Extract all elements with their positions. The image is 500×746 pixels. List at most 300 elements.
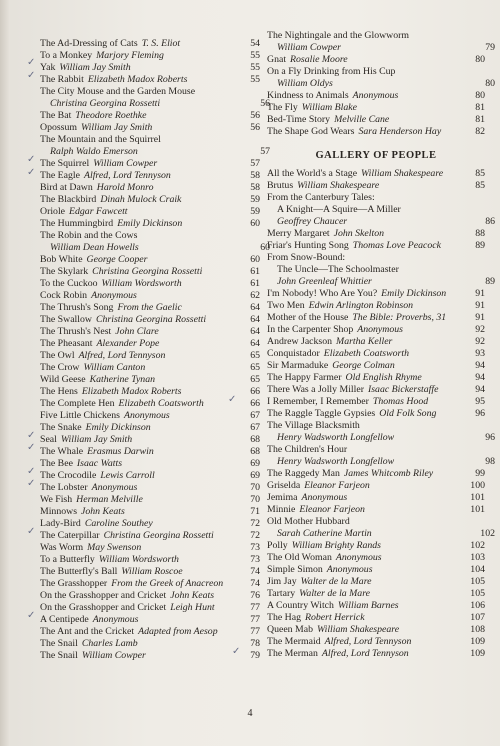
entry-author: Erasmus Darwin xyxy=(87,446,154,457)
entry-author: Ralph Waldo Emerson xyxy=(50,146,138,157)
toc-entry xyxy=(267,288,485,300)
entry-author: Anonymous xyxy=(335,552,382,563)
entry-page-number: 66 xyxy=(250,386,260,397)
entry-title: Gnat xyxy=(267,54,287,65)
entry-author: Marjory Fleming xyxy=(96,50,164,61)
entry-page-number: 109 xyxy=(470,648,485,659)
entry-author: Isaac Watts xyxy=(76,458,123,469)
entry-title: On a Fly Drinking from His Cup xyxy=(267,66,396,77)
entry-title: In the Carpenter Shop xyxy=(267,324,354,335)
entry-title: The Thrush's Song xyxy=(40,302,114,313)
toc-entry xyxy=(267,252,485,264)
toc-entry xyxy=(40,38,260,50)
toc-entry xyxy=(40,374,260,386)
entry-title: Bird at Dawn xyxy=(40,182,93,193)
check-mark-icon: ✓ xyxy=(27,466,36,477)
entry-author: Old English Rhyme xyxy=(345,372,422,383)
entry-page-number: 68 xyxy=(250,446,260,457)
entry-page-number: 96 xyxy=(475,408,485,419)
entry-title: Tartary xyxy=(267,588,296,599)
check-mark-icon: ✓ xyxy=(232,646,241,657)
toc-entry xyxy=(40,278,260,290)
toc-entry xyxy=(40,566,260,578)
entry-author: William Barnes xyxy=(337,600,399,611)
entry-page-number: 72 xyxy=(250,518,260,529)
entry-author: A Knight—A Squire—A Miller xyxy=(277,204,401,215)
entry-author: The Uncle—The Schoolmaster xyxy=(277,264,399,275)
entry-author: William Wordsworth xyxy=(98,554,179,565)
entry-title: The Complete Hen xyxy=(40,398,115,409)
toc-entry xyxy=(40,482,260,494)
entry-author: Walter de la Mare xyxy=(300,576,372,587)
entry-page-number: 72 xyxy=(250,530,260,541)
toc-entry xyxy=(267,276,495,288)
entry-title: A Country Witch xyxy=(267,600,334,611)
entry-page-number: 77 xyxy=(250,614,260,625)
toc-entry xyxy=(40,470,260,482)
entry-author: William Jay Smith xyxy=(60,434,133,445)
entry-page-number: 64 xyxy=(250,338,260,349)
toc-entry xyxy=(40,338,260,350)
toc-entry xyxy=(267,408,485,420)
entry-author: Anonymous xyxy=(326,564,373,575)
entry-title: To a Monkey xyxy=(40,50,93,61)
entry-page-number: 81 xyxy=(475,102,485,113)
entry-title: To the Cuckoo xyxy=(40,278,98,289)
toc-entry xyxy=(40,110,260,122)
entry-author: Old Folk Song xyxy=(379,408,437,419)
toc-entry xyxy=(267,504,485,516)
entry-page-number: 102 xyxy=(480,528,495,539)
entry-title: The Rabbit xyxy=(40,74,84,85)
toc-entry xyxy=(267,576,485,588)
entry-page-number: 81 xyxy=(475,114,485,125)
entry-title: The Hag xyxy=(267,612,302,623)
entry-author: Melville Cane xyxy=(334,114,390,125)
entry-author: From the Gaelic xyxy=(117,302,182,313)
toc-entry xyxy=(267,324,485,336)
toc-entry xyxy=(40,626,260,638)
entry-page-number: 92 xyxy=(475,336,485,347)
entry-title: The Caterpillar xyxy=(40,530,100,541)
toc-entry xyxy=(40,638,260,650)
entry-page-number: 59 xyxy=(250,194,260,205)
entry-title: Lady-Bird xyxy=(40,518,81,529)
entry-title: Minnie xyxy=(267,504,296,515)
toc-entry xyxy=(267,168,485,180)
entry-page-number: 57 xyxy=(260,146,270,157)
toc-entry xyxy=(267,54,485,66)
toc-entry xyxy=(267,360,485,372)
entry-title: Yak xyxy=(40,62,56,73)
entry-page-number: 80 xyxy=(475,54,485,65)
entry-page-number: 85 xyxy=(475,168,485,179)
entry-title: The Old Woman xyxy=(267,552,332,563)
entry-author: Alfred, Lord Tennyson xyxy=(321,648,409,659)
entry-title: The Village Blacksmith xyxy=(267,420,360,431)
entry-title: The Robin and the Cows xyxy=(40,230,138,241)
toc-entry xyxy=(40,350,260,362)
toc-entry xyxy=(40,434,260,446)
entry-author: Alfred, Lord Tennyson xyxy=(83,170,171,181)
entry-author: Emily Dickinson xyxy=(117,218,183,229)
entry-page-number: 55 xyxy=(250,74,260,85)
entry-page-number: 64 xyxy=(250,302,260,313)
entry-author: Anonymous xyxy=(91,290,137,301)
toc-entry xyxy=(267,552,485,564)
entry-page-number: 78 xyxy=(250,638,260,649)
entry-page-number: 101 xyxy=(470,492,485,503)
entry-author: Elizabeth Coatsworth xyxy=(323,348,409,359)
toc-entry xyxy=(40,494,260,506)
toc-entry xyxy=(40,518,260,530)
toc-entry xyxy=(267,420,485,432)
entry-title: The Merman xyxy=(267,648,318,659)
toc-entry xyxy=(40,254,260,266)
toc-entry xyxy=(267,384,485,396)
entry-title: The Eagle xyxy=(40,170,80,181)
entry-title: On the Grasshopper and Cricket xyxy=(40,590,167,601)
entry-title: The Raggedy Man xyxy=(267,468,340,479)
entry-author: Edgar Fawcett xyxy=(69,206,128,217)
check-mark-icon: ✓ xyxy=(27,526,36,537)
entry-page-number: 73 xyxy=(250,554,260,565)
toc-entry xyxy=(40,362,260,374)
entry-author: Leigh Hunt xyxy=(170,602,215,613)
toc-entry xyxy=(267,90,485,102)
toc-entry xyxy=(267,264,495,276)
toc-entry xyxy=(267,444,485,456)
entry-page-number: 55 xyxy=(250,50,260,61)
entry-author: Henry Wadsworth Longfellow xyxy=(277,456,395,467)
entry-title: The Ant and the Cricket xyxy=(40,626,135,637)
toc-entry xyxy=(40,62,260,74)
entry-page-number: 57 xyxy=(250,158,260,169)
entry-title: Cock Robin xyxy=(40,290,88,301)
entry-author: Alfred, Lord Tennyson xyxy=(324,636,412,647)
toc-entry xyxy=(40,458,260,470)
toc-entry xyxy=(267,480,485,492)
entry-author: Christina Georgina Rossetti xyxy=(92,266,203,277)
entry-author: Christina Georgina Rossetti xyxy=(95,314,207,325)
entry-author: Elizabeth Madox Roberts xyxy=(81,386,182,397)
toc-entry xyxy=(40,314,260,326)
entry-title: The Shape God Wears xyxy=(267,126,355,137)
entry-title: Bob White xyxy=(40,254,83,265)
entry-title: I'm Nobody! Who Are You? xyxy=(267,288,378,299)
entry-page-number: 91 xyxy=(475,312,485,323)
entry-author: William Shakespeare xyxy=(316,624,400,635)
entry-page-number: 91 xyxy=(475,300,485,311)
entry-title: The Snail xyxy=(40,638,78,649)
entry-page-number: 101 xyxy=(470,504,485,515)
entry-page-number: 68 xyxy=(250,434,260,445)
toc-entry xyxy=(40,146,270,158)
toc-entry xyxy=(40,410,260,422)
toc-entry xyxy=(267,102,485,114)
entry-page-number: 60 xyxy=(260,242,270,253)
toc-entry xyxy=(40,326,260,338)
check-mark-icon: ✓ xyxy=(27,478,36,489)
entry-author: Christina Georgina Rossetti xyxy=(103,530,214,541)
entry-title: The Children's Hour xyxy=(267,444,348,455)
entry-author: May Swenson xyxy=(87,542,142,553)
entry-author: William Blake xyxy=(301,102,357,113)
entry-page-number: 89 xyxy=(485,276,495,287)
toc-entry xyxy=(40,122,260,134)
toc-entry xyxy=(267,66,485,78)
entry-author: John Clare xyxy=(115,326,159,337)
entry-author: Anonymous xyxy=(91,482,138,493)
entry-page-number: 106 xyxy=(470,600,485,611)
entry-title: The Hummingbird xyxy=(40,218,114,229)
entry-author: Lewis Carroll xyxy=(100,470,155,481)
entry-author: William Cowper xyxy=(81,650,146,661)
entry-author: Anonymous xyxy=(301,492,348,503)
entry-title: Mother of the House xyxy=(267,312,349,323)
entry-page-number: 74 xyxy=(250,566,260,577)
entry-title: Was Worm xyxy=(40,542,84,553)
entry-title: The Swallow xyxy=(40,314,92,325)
toc-entry xyxy=(267,636,485,648)
entry-page-number: 56 xyxy=(250,110,260,121)
entry-title: The Crow xyxy=(40,362,80,373)
toc-entry xyxy=(40,206,260,218)
toc-entry xyxy=(40,86,260,98)
entry-title: A Centipede xyxy=(40,614,89,625)
section-heading-gallery-of-people: GALLERY OF PEOPLE xyxy=(315,150,437,161)
entry-page-number: 60 xyxy=(250,218,260,229)
entry-author: Thomas Love Peacock xyxy=(352,240,441,251)
toc-entry xyxy=(267,30,485,42)
entry-page-number: 70 xyxy=(250,482,260,493)
entry-page-number: 91 xyxy=(475,288,485,299)
entry-page-number: 99 xyxy=(475,468,485,479)
check-mark-icon: ✓ xyxy=(27,57,36,68)
entry-title: Queen Mab xyxy=(267,624,313,635)
entry-author: Charles Lamb xyxy=(81,638,138,649)
toc-entry xyxy=(40,446,260,458)
entry-title: Five Little Chickens xyxy=(40,410,120,421)
entry-page-number: 61 xyxy=(250,266,260,277)
entry-page-number: 94 xyxy=(475,360,485,371)
entry-title: To a Butterfly xyxy=(40,554,95,565)
entry-author: William Jay Smith xyxy=(59,62,131,73)
toc-entry xyxy=(267,516,485,528)
entry-title: The Hens xyxy=(40,386,78,397)
entry-author: Christina Georgina Rossetti xyxy=(50,98,161,109)
check-mark-icon: ✓ xyxy=(27,430,36,441)
entry-author: John Keats xyxy=(170,590,215,601)
entry-author: Isaac Bickerstaffe xyxy=(367,384,439,395)
toc-entry xyxy=(267,78,495,90)
entry-author: Dinah Mulock Craik xyxy=(100,194,182,205)
toc-entry xyxy=(267,336,485,348)
toc-entry xyxy=(267,348,485,360)
entry-page-number: 56 xyxy=(250,122,260,133)
entry-page-number: 65 xyxy=(250,374,260,385)
entry-page-number: 92 xyxy=(475,324,485,335)
toc-entry xyxy=(40,614,260,626)
entry-title: The City Mouse and the Garden Mouse xyxy=(40,86,196,97)
entry-title: The Fly xyxy=(267,102,298,113)
entry-title: Bed-Time Story xyxy=(267,114,331,125)
toc-entry xyxy=(267,624,485,636)
entry-title: The Snake xyxy=(40,422,82,433)
entry-page-number: 96 xyxy=(485,432,495,443)
toc-entry xyxy=(267,216,495,228)
entry-page-number: 80 xyxy=(485,78,495,89)
toc-entry xyxy=(40,422,260,434)
toc-entry xyxy=(40,182,260,194)
toc-entry xyxy=(267,240,485,252)
toc-entry xyxy=(40,578,260,590)
entry-title: The Mermaid xyxy=(267,636,321,647)
entry-page-number: 71 xyxy=(250,506,260,517)
entry-author: Geoffrey Chaucer xyxy=(277,216,348,227)
entry-page-number: 58 xyxy=(250,170,260,181)
entry-author: John Skelton xyxy=(333,228,384,239)
entry-page-number: 62 xyxy=(250,290,260,301)
entry-author: William Jay Smith xyxy=(81,122,153,133)
entry-page-number: 86 xyxy=(485,216,495,227)
toc-entry xyxy=(40,530,260,542)
entry-author: Eleanor Farjeon xyxy=(304,480,370,491)
entry-page-number: 107 xyxy=(470,612,485,623)
entry-page-number: 73 xyxy=(250,542,260,553)
entry-page-number: 65 xyxy=(250,362,260,373)
toc-entry xyxy=(267,228,485,240)
entry-title: On the Grasshopper and Cricket xyxy=(40,602,167,613)
entry-author: Theodore Roethke xyxy=(75,110,147,121)
page-fold-shadow xyxy=(0,0,10,746)
check-mark-icon: ✓ xyxy=(228,394,237,405)
toc-entry xyxy=(40,98,270,110)
entry-author: Elizabeth Madox Roberts xyxy=(87,74,188,85)
toc-entry xyxy=(40,554,260,566)
entry-title: Kindness to Animals xyxy=(267,90,349,101)
check-mark-icon: ✓ xyxy=(27,610,36,621)
toc-entry xyxy=(40,242,270,254)
entry-author: Adapted from Aesop xyxy=(138,626,218,637)
entry-author: John Keats xyxy=(81,506,125,517)
entry-page-number: 67 xyxy=(250,410,260,421)
entry-author: William Canton xyxy=(83,362,146,373)
entry-author: Harold Monro xyxy=(96,182,154,193)
toc-entry xyxy=(40,170,260,182)
entry-author: T. S. Eliot xyxy=(141,38,181,49)
entry-author: Alexander Pope xyxy=(96,338,160,349)
entry-author: Emily Dickinson xyxy=(85,422,151,433)
entry-title: The Bee xyxy=(40,458,73,469)
entry-author: William Cowper xyxy=(93,158,158,169)
entry-author: Robert Herrick xyxy=(305,612,365,623)
entry-title: The Grasshopper xyxy=(40,578,108,589)
entry-author: Thomas Hood xyxy=(372,396,429,407)
toc-entry xyxy=(267,300,485,312)
toc-entry xyxy=(40,194,260,206)
entry-page-number: 58 xyxy=(250,182,260,193)
toc-entry xyxy=(267,312,485,324)
toc-entry xyxy=(40,398,260,410)
entry-title: Oriole xyxy=(40,206,66,217)
entry-author: William Dean Howells xyxy=(50,242,139,253)
entry-title: We Fish xyxy=(40,494,73,505)
entry-author: Walter de la Mare xyxy=(299,588,370,599)
entry-page-number: 77 xyxy=(250,626,260,637)
entry-page-number: 64 xyxy=(250,326,260,337)
toc-entry xyxy=(40,506,260,518)
check-mark-icon: ✓ xyxy=(27,70,36,81)
toc-entry xyxy=(267,612,485,624)
entry-title: The Whale xyxy=(40,446,84,457)
toc-entry xyxy=(267,432,495,444)
toc-entry xyxy=(267,42,495,54)
entry-author: William Shakespeare xyxy=(297,180,380,191)
toc-entry xyxy=(40,542,260,554)
toc-entry xyxy=(267,648,485,660)
entry-author: Anonymous xyxy=(357,324,403,335)
toc-entry xyxy=(40,386,260,398)
entry-title: Jemima xyxy=(267,492,298,503)
entry-title: Conquistador xyxy=(267,348,320,359)
entry-title: The Ad-Dressing of Cats xyxy=(40,38,138,49)
toc-entry xyxy=(267,114,485,126)
toc-entry xyxy=(267,372,485,384)
entry-page-number: 69 xyxy=(250,470,260,481)
entry-author: Martha Keller xyxy=(336,336,393,347)
entry-title: Griselda xyxy=(267,480,301,491)
entry-page-number: 77 xyxy=(250,602,260,613)
entry-page-number: 74 xyxy=(250,578,260,589)
entry-title: The Skylark xyxy=(40,266,89,277)
entry-title: Two Men xyxy=(267,300,305,311)
entry-page-number: 64 xyxy=(250,314,260,325)
entry-page-number: 79 xyxy=(250,650,260,661)
toc-entry xyxy=(267,468,485,480)
entry-page-number: 65 xyxy=(250,350,260,361)
toc-entry xyxy=(40,602,260,614)
entry-page-number: 109 xyxy=(470,636,485,647)
entry-title: Seal xyxy=(40,434,57,445)
entry-title: Andrew Jackson xyxy=(267,336,333,347)
toc-entry xyxy=(267,588,485,600)
entry-author: Elizabeth Coatsworth xyxy=(118,398,204,409)
entry-title: Polly xyxy=(267,540,288,551)
entry-title: Friar's Hunting Song xyxy=(267,240,349,251)
entry-title: The Snail xyxy=(40,650,78,661)
toc-entry xyxy=(267,204,495,216)
entry-page-number: 85 xyxy=(475,180,485,191)
entry-page-number: 67 xyxy=(250,422,260,433)
entry-page-number: 93 xyxy=(475,348,485,359)
entry-author: Eleanor Farjeon xyxy=(299,504,365,515)
entry-title: Jim Jay xyxy=(267,576,297,587)
entry-page-number: 66 xyxy=(250,398,260,409)
entry-title: The Lobster xyxy=(40,482,88,493)
entry-page-number: 88 xyxy=(475,228,485,239)
entry-author: From the Greek of Anacreon xyxy=(111,578,224,589)
toc-entry xyxy=(267,456,495,468)
entry-author: Anonymous xyxy=(124,410,170,421)
entry-page-number: 55 xyxy=(250,62,260,73)
toc-entry xyxy=(40,134,260,146)
toc-entry xyxy=(267,528,495,540)
entry-title: From Snow-Bound: xyxy=(267,252,346,263)
toc-entry xyxy=(40,590,260,602)
entry-author: Caroline Southey xyxy=(84,518,153,529)
entry-author: Sarah Catherine Martin xyxy=(277,528,372,539)
